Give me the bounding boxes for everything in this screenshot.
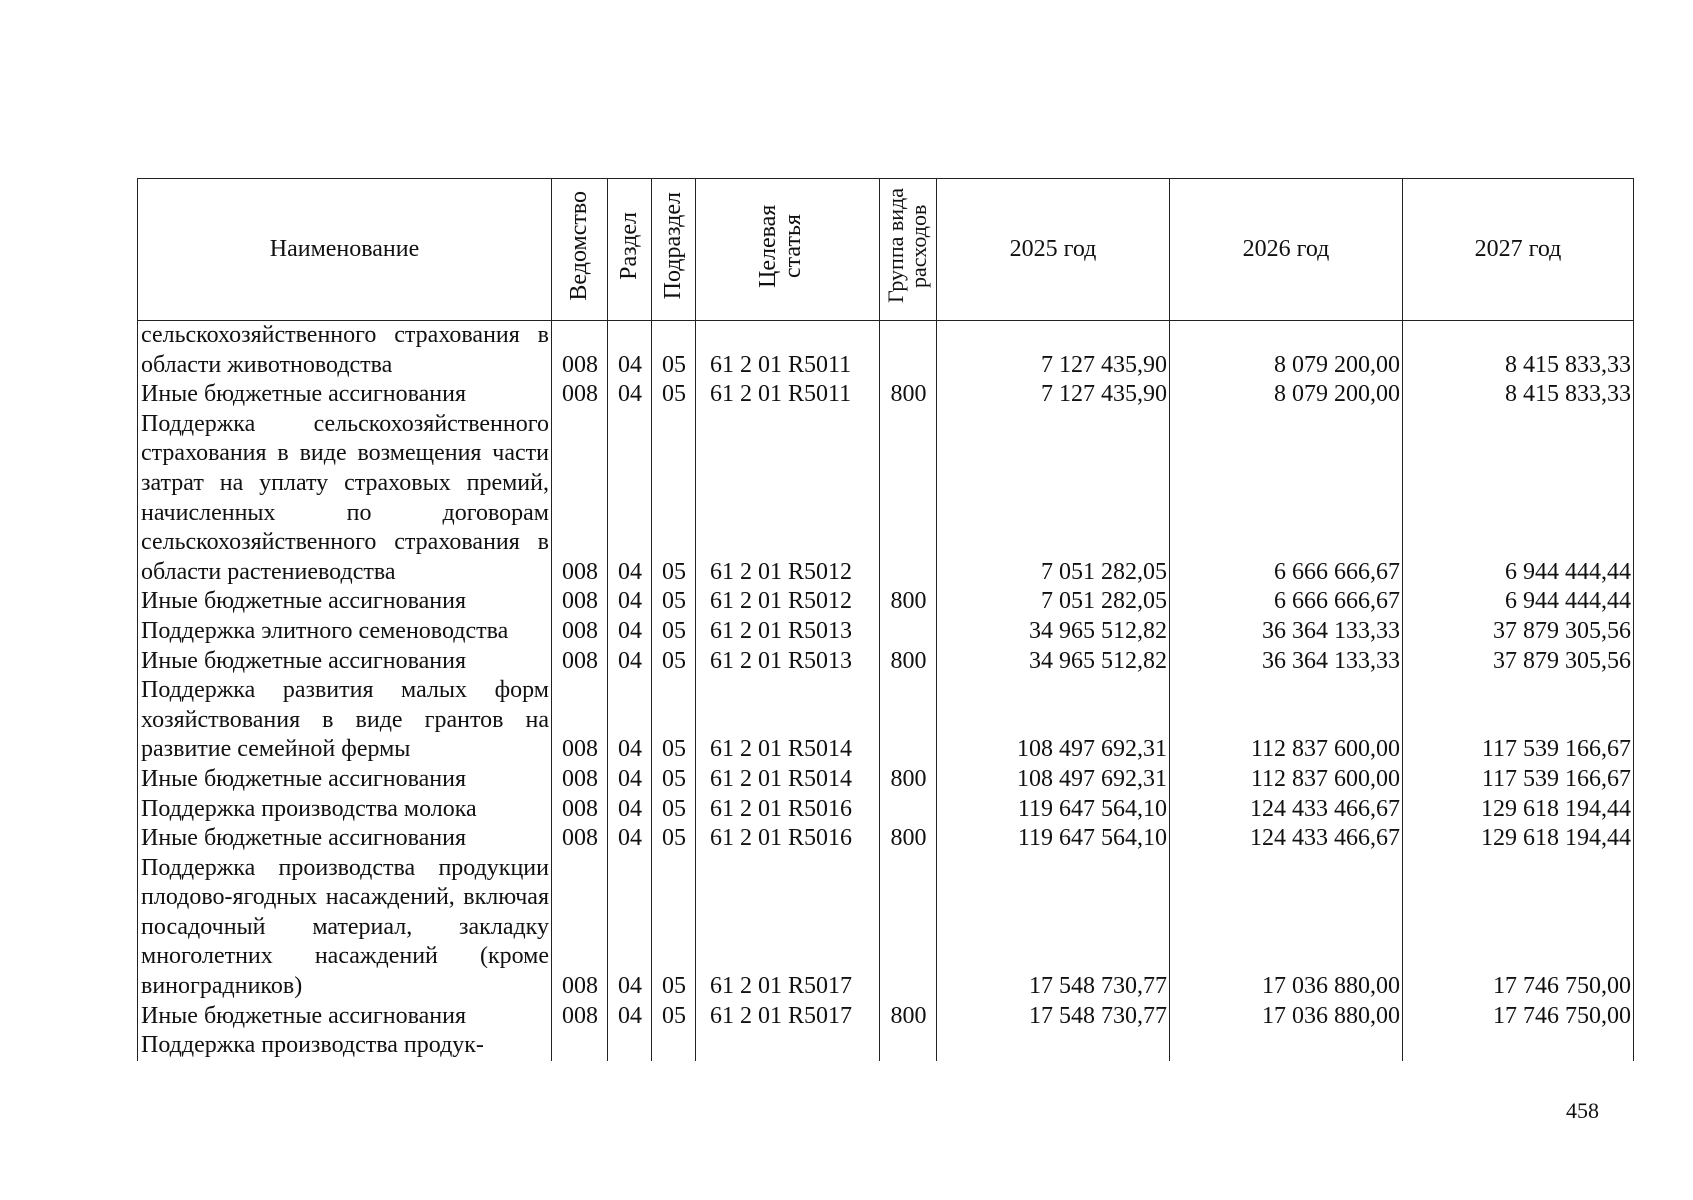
cell-2027 — [1403, 1031, 1634, 1061]
cell-gruppa — [880, 1031, 937, 1061]
cell-gruppa — [880, 676, 937, 765]
header-vedomstvo: Ведомство — [552, 179, 608, 321]
cell-vedomstvo: 008 — [552, 380, 608, 410]
cell-name: сельскохозяйственного страхования в области животноводства — [138, 321, 552, 381]
cell-2027: 17 746 750,00 — [1403, 854, 1634, 1002]
cell-vedomstvo: 008 — [552, 647, 608, 677]
cell-name: Поддержка производства продук- — [138, 1031, 552, 1061]
cell-razdel: 04 — [608, 380, 652, 410]
cell-celevaya-statya: 61 2 01 R5017 — [696, 1002, 880, 1032]
table-row — [138, 854, 1634, 1002]
cell-celevaya-statya: 61 2 01 R5011 — [696, 321, 880, 381]
cell-name: Иные бюджетные ассигнования — [138, 380, 552, 410]
header-celevaya-statya: Целевая статья — [696, 179, 880, 321]
cell-podrazdel: 05 — [652, 854, 696, 1002]
cell-vedomstvo: 008 — [552, 410, 608, 588]
cell-2027: 17 746 750,00 — [1403, 1002, 1634, 1032]
cell-razdel: 04 — [608, 676, 652, 765]
cell-2026: 124 433 466,67 — [1170, 795, 1403, 825]
table-row — [138, 765, 1634, 795]
cell-podrazdel — [652, 1031, 696, 1061]
cell-2025: 7 051 282,05 — [937, 410, 1170, 588]
header-gruppa-vida-rashodov: Группа вида расходов — [880, 179, 937, 321]
cell-podrazdel: 05 — [652, 380, 696, 410]
cell-2026: 36 364 133,33 — [1170, 617, 1403, 647]
cell-vedomstvo: 008 — [552, 765, 608, 795]
cell-2027: 8 415 833,33 — [1403, 321, 1634, 381]
cell-2025: 17 548 730,77 — [937, 1002, 1170, 1032]
cell-celevaya-statya: 61 2 01 R5017 — [696, 854, 880, 1002]
cell-celevaya-statya: 61 2 01 R5014 — [696, 676, 880, 765]
cell-name: Иные бюджетные ассигнования — [138, 1002, 552, 1032]
cell-2025 — [937, 1031, 1170, 1061]
cell-vedomstvo: 008 — [552, 587, 608, 617]
cell-podrazdel: 05 — [652, 587, 696, 617]
cell-2025: 17 548 730,77 — [937, 854, 1170, 1002]
cell-vedomstvo: 008 — [552, 617, 608, 647]
cell-gruppa — [880, 410, 937, 588]
cell-gruppa: 800 — [880, 824, 937, 854]
cell-2027: 117 539 166,67 — [1403, 765, 1634, 795]
table-row — [138, 587, 1634, 617]
cell-podrazdel: 05 — [652, 676, 696, 765]
cell-razdel — [608, 1031, 652, 1061]
cell-celevaya-statya: 61 2 01 R5011 — [696, 380, 880, 410]
table-row — [138, 824, 1634, 854]
cell-2026: 6 666 666,67 — [1170, 587, 1403, 617]
cell-2027: 6 944 444,44 — [1403, 410, 1634, 588]
cell-gruppa: 800 — [880, 587, 937, 617]
cell-2027: 117 539 166,67 — [1403, 676, 1634, 765]
cell-2026: 17 036 880,00 — [1170, 1002, 1403, 1032]
cell-gruppa: 800 — [880, 765, 937, 795]
cell-name: Поддержка элитного семеноводства — [138, 617, 552, 647]
cell-vedomstvo: 008 — [552, 824, 608, 854]
cell-2025: 34 965 512,82 — [937, 647, 1170, 677]
header-podrazdel: Подраздел — [652, 179, 696, 321]
cell-podrazdel: 05 — [652, 647, 696, 677]
cell-celevaya-statya: 61 2 01 R5016 — [696, 795, 880, 825]
cell-razdel: 04 — [608, 1002, 652, 1032]
cell-name: Поддержка производства молока — [138, 795, 552, 825]
cell-name: Иные бюджетные ассигнования — [138, 647, 552, 677]
cell-2027: 8 415 833,33 — [1403, 380, 1634, 410]
cell-gruppa: 800 — [880, 1002, 937, 1032]
cell-celevaya-statya: 61 2 01 R5014 — [696, 765, 880, 795]
cell-celevaya-statya: 61 2 01 R5012 — [696, 410, 880, 588]
table-row — [138, 380, 1634, 410]
cell-celevaya-statya: 61 2 01 R5016 — [696, 824, 880, 854]
cell-2025: 7 127 435,90 — [937, 380, 1170, 410]
cell-vedomstvo: 008 — [552, 854, 608, 1002]
cell-razdel: 04 — [608, 617, 652, 647]
cell-2026: 17 036 880,00 — [1170, 854, 1403, 1002]
table-header-row — [138, 179, 1634, 321]
cell-2025: 108 497 692,31 — [937, 676, 1170, 765]
page-number: 458 — [1566, 1098, 1599, 1123]
cell-2026: 112 837 600,00 — [1170, 765, 1403, 795]
cell-gruppa: 800 — [880, 647, 937, 677]
cell-gruppa — [880, 321, 937, 381]
cell-razdel: 04 — [608, 765, 652, 795]
cell-2027: 6 944 444,44 — [1403, 587, 1634, 617]
budget-table — [137, 178, 1634, 1061]
cell-vedomstvo: 008 — [552, 321, 608, 381]
cell-2026: 8 079 200,00 — [1170, 321, 1403, 381]
table-row — [138, 795, 1634, 825]
cell-podrazdel: 05 — [652, 1002, 696, 1032]
cell-gruppa — [880, 854, 937, 1002]
cell-name: Иные бюджетные ассигнования — [138, 824, 552, 854]
cell-2026: 6 666 666,67 — [1170, 410, 1403, 588]
table-row — [138, 647, 1634, 677]
cell-podrazdel: 05 — [652, 795, 696, 825]
cell-gruppa: 800 — [880, 380, 937, 410]
table-body — [138, 321, 1634, 1061]
cell-2026 — [1170, 1031, 1403, 1061]
header-2025: 2025 год — [937, 179, 1170, 321]
cell-2026: 124 433 466,67 — [1170, 824, 1403, 854]
cell-2025: 7 127 435,90 — [937, 321, 1170, 381]
cell-2027: 37 879 305,56 — [1403, 647, 1634, 677]
table-row — [138, 1002, 1634, 1032]
cell-gruppa — [880, 795, 937, 825]
cell-2026: 36 364 133,33 — [1170, 647, 1403, 677]
cell-2027: 37 879 305,56 — [1403, 617, 1634, 647]
cell-2025: 108 497 692,31 — [937, 765, 1170, 795]
cell-vedomstvo: 008 — [552, 1002, 608, 1032]
cell-podrazdel: 05 — [652, 617, 696, 647]
cell-razdel: 04 — [608, 795, 652, 825]
header-2027: 2027 год — [1403, 179, 1634, 321]
cell-2027: 129 618 194,44 — [1403, 795, 1634, 825]
cell-celevaya-statya: 61 2 01 R5012 — [696, 587, 880, 617]
cell-2026: 8 079 200,00 — [1170, 380, 1403, 410]
header-2026: 2026 год — [1170, 179, 1403, 321]
cell-gruppa — [880, 617, 937, 647]
cell-2025: 34 965 512,82 — [937, 617, 1170, 647]
cell-vedomstvo: 008 — [552, 676, 608, 765]
cell-razdel: 04 — [608, 587, 652, 617]
cell-2026: 112 837 600,00 — [1170, 676, 1403, 765]
cell-razdel: 04 — [608, 854, 652, 1002]
cell-celevaya-statya: 61 2 01 R5013 — [696, 647, 880, 677]
cell-vedomstvo — [552, 1031, 608, 1061]
table-row — [138, 1031, 1634, 1061]
cell-name: Иные бюджетные ассигнования — [138, 765, 552, 795]
cell-razdel: 04 — [608, 824, 652, 854]
cell-razdel: 04 — [608, 321, 652, 381]
cell-name: Поддержка сельскохозяйственного страхования в виде возмещения части затрат на уплату страховых премий, начисленных по договорам сельскохозяйственного страхования в области растениеводства — [138, 410, 552, 588]
cell-name: Поддержка производства продукции плодово-ягодных насаждений, включая посадочный материал, закладку многолетних насаждений (кроме виноградников) — [138, 854, 552, 1002]
cell-razdel: 04 — [608, 410, 652, 588]
cell-razdel: 04 — [608, 647, 652, 677]
cell-podrazdel: 05 — [652, 765, 696, 795]
table-row — [138, 410, 1634, 588]
cell-podrazdel: 05 — [652, 410, 696, 588]
cell-2025: 7 051 282,05 — [937, 587, 1170, 617]
table-row — [138, 321, 1634, 381]
header-razdel: Раздел — [608, 179, 652, 321]
cell-name: Иные бюджетные ассигнования — [138, 587, 552, 617]
header-name: Наименование — [138, 179, 552, 321]
cell-vedomstvo: 008 — [552, 795, 608, 825]
cell-celevaya-statya: 61 2 01 R5013 — [696, 617, 880, 647]
budget-table-sheet — [137, 178, 1633, 1061]
cell-name: Поддержка развития малых форм хозяйствования в виде грантов на развитие семейной фермы — [138, 676, 552, 765]
cell-2025: 119 647 564,10 — [937, 795, 1170, 825]
cell-celevaya-statya — [696, 1031, 880, 1061]
cell-2025: 119 647 564,10 — [937, 824, 1170, 854]
table-row — [138, 676, 1634, 765]
cell-2027: 129 618 194,44 — [1403, 824, 1634, 854]
table-row — [138, 617, 1634, 647]
cell-podrazdel: 05 — [652, 321, 696, 381]
cell-podrazdel: 05 — [652, 824, 696, 854]
